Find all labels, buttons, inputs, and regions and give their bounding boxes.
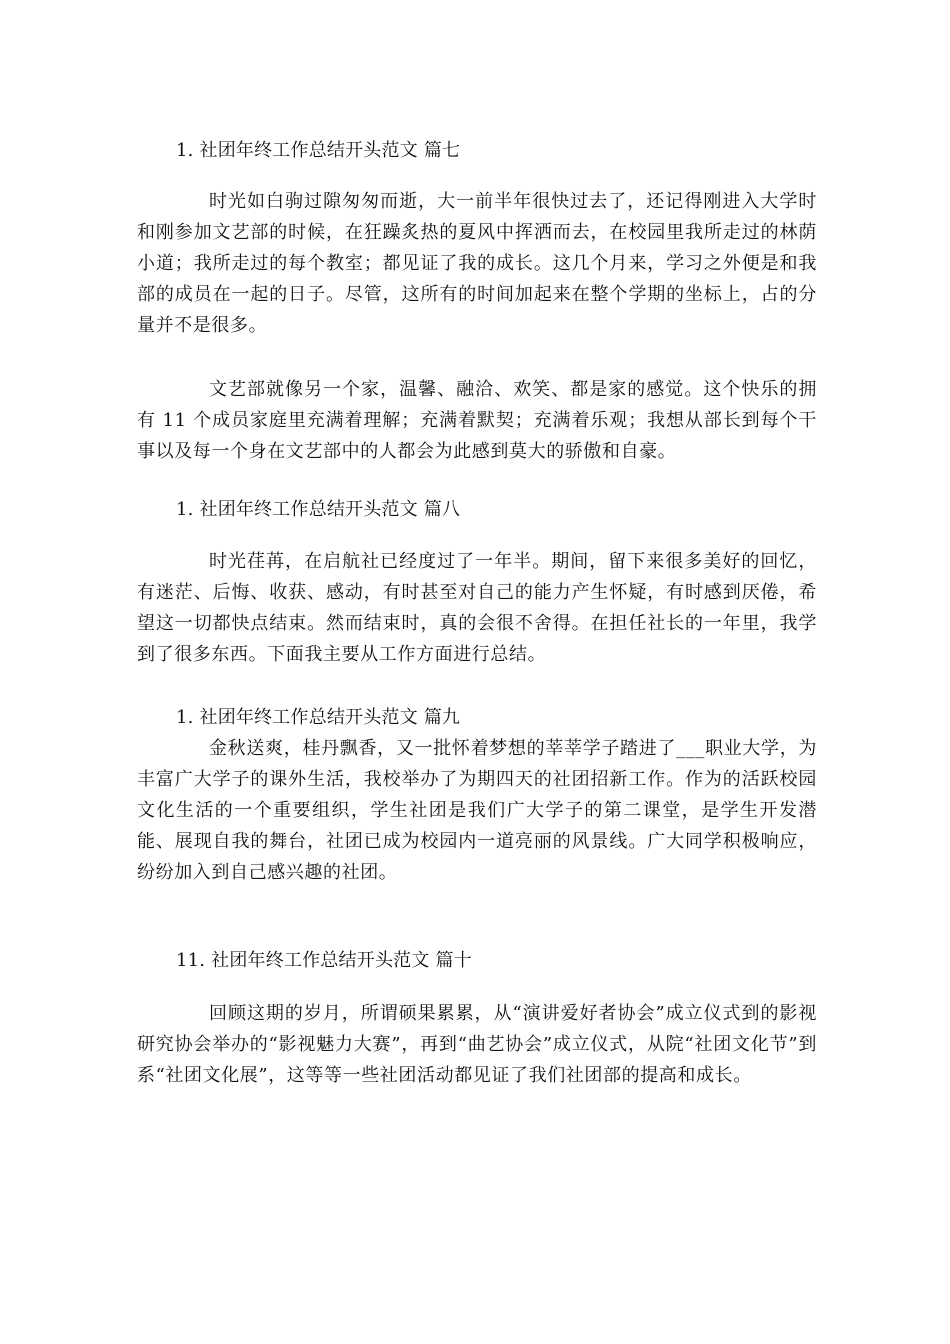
section-10-paragraph-1: 回顾这期的岁月，所谓硕果累累，从“演讲爱好者协会”成立仪式到的影视研究协会举办的“影视魅力大赛”，再到“曲艺协会”成立仪式，从院“社团文化节”到系“社团文化展”，这等等一些社团活动都见证了我们社团部的提高和成长。 (137, 1003, 817, 1086)
section-7-paragraph-1: 时光如白驹过隙匆匆而逝，大一前半年很快过去了，还记得刚进入大学时和刚参加文艺部的时候，在狂躁炙热的夏风中挥洒而去，在校园里我所走过的林荫小道；我所走过的每个教室；都见证了我的成长。这几个月来，学习之外便是和我部的成员在一起的日子。尽管，这所有的时间加起来在整个学期的坐标上，占的分量并不是很多。 (137, 191, 817, 336)
section-heading-10: 11. 社团年终工作总结开头范文 篇十 (176, 950, 472, 971)
section-heading-7: 1. 社团年终工作总结开头范文 篇七 (176, 140, 461, 161)
section-9-paragraph-1: 金秋送爽，桂丹飘香，又一批怀着梦想的莘莘学子踏进了___职业大学，为丰富广大学子的课外生活，我校举办了为期四天的社团招新工作。作为的活跃校园文化生活的一个重要组织，学生社团是我们广大学子的第二课堂，是学生开发潜能、展现自我的舞台，社团已成为校园内一道亮丽的风景线。广大同学积极响应，纷纷加入到自己感兴趣的社团。 (137, 738, 817, 883)
section-heading-9: 1. 社团年终工作总结开头范文 篇九 (176, 707, 461, 728)
section-heading-8: 1. 社团年终工作总结开头范文 篇八 (176, 499, 461, 520)
section-8-paragraph-1: 时光荏苒，在启航社已经度过了一年半。期间，留下来很多美好的回忆，有迷茫、后悔、收获、感动，有时甚至对自己的能力产生怀疑，有时感到厌倦，希望这一切都快点结束。然而结束时，真的会很不舍得。在担任社长的一年里，我学到了很多东西。下面我主要从工作方面进行总结。 (137, 551, 817, 665)
section-7-paragraph-2: 文艺部就像另一个家，温馨、融洽、欢笑、都是家的感觉。这个快乐的拥有 11 个成员家庭里充满着理解；充满着默契；充满着乐观；我想从部长到每个干事以及每一个身在文艺部中的人都会为此感到莫大的骄傲和自豪。 (137, 379, 817, 462)
